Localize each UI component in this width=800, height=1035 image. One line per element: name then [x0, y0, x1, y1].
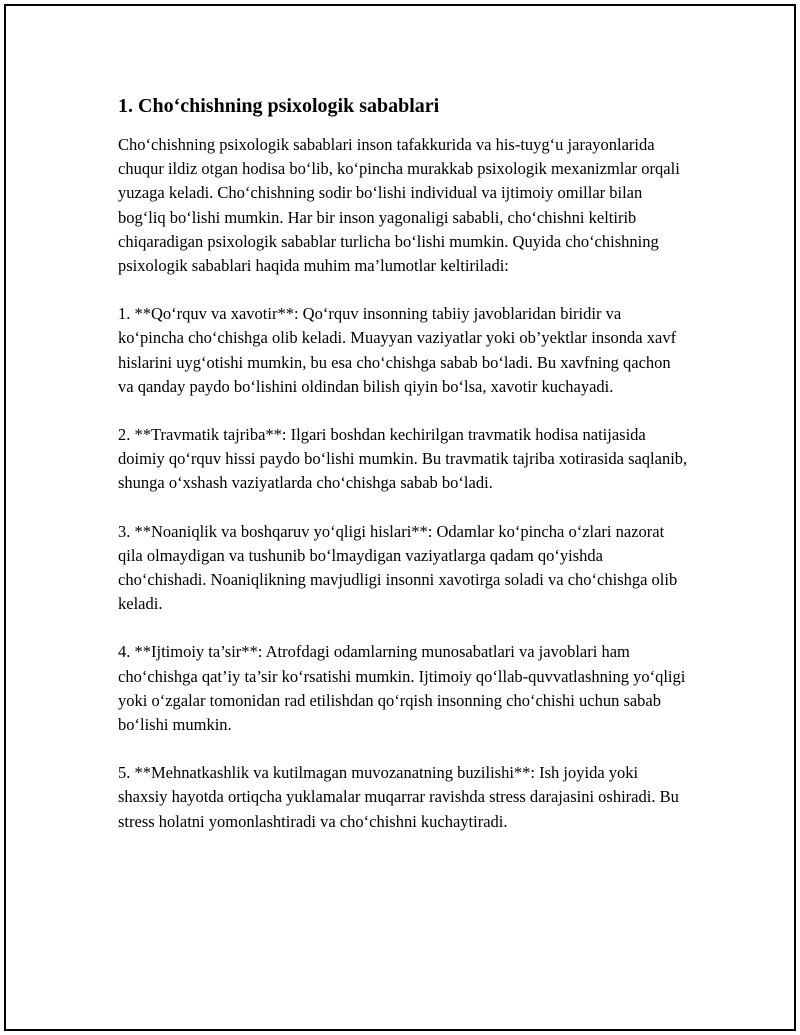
- list-item-social-influence: 4. **Ijtimoiy ta’sir**: Atrofdagi odamlarning munosabatlari va javoblari ham cho‘chishga qat’iy ta’sir ko‘rsatishi mumkin. Ijtimoiy qo‘llab-quvvatlashning yo‘qligi yoki o‘zgalar tomonidan rad etilishdan qo‘rqish insonning cho‘chishi uchun sabab bo‘lishi mumkin.: [118, 642, 686, 735]
- intro-paragraph: Cho‘chishning psixologik sabablari inson tafakkurida va his-tuyg‘u jarayonlarida chuqur ildiz otgan hodisa bo‘lib, ko‘pincha murakkab psixologik mexanizmlar orqali yuzaga keladi. Cho‘chishning sodir bo‘lishi individual va ijtimoiy omillar bilan bog‘liq bo‘lishi mumkin. Har bir inson yagonaligi sababli, cho‘chishni keltirib chiqaradigan psixologik sabablar turlicha bo‘lishi mumkin. Quyida cho‘chishning psixologik sabablari haqida muhim ma’lumotlar keltiriladi:: [118, 135, 680, 276]
- list-item-traumatic-experience: 2. **Travmatik tajriba**: Ilgari boshdan kechirilgan travmatik hodisa natijasida doimiy qo‘rquv hissi paydo bo‘lishi mumkin. Bu travmatik tajriba xotirasida saqlanib, shunga o‘xshash vaziyatlarda cho‘chishga sabab bo‘ladi.: [118, 425, 688, 493]
- section-heading: 1. Cho‘chishning psixologik sabablari: [118, 95, 440, 117]
- list-item-uncertainty: 3. **Noaniqlik va boshqaruv yo‘qligi hislari**: Odamlar ko‘pincha o‘zlari nazorat qila olmaydigan va tushunib bo‘lmaydigan vaziyatlarga qadam qo‘yishda cho‘chishadi. Noaniqlikning mavjudligi insonni xavotirga soladi va cho‘chishga olib keladi.: [118, 521, 678, 614]
- document-body: [118, 92, 688, 858]
- list-item-workload-stress: 5. **Mehnatkashlik va kutilmagan muvozanatning buzilishi**: Ish joyida yoki shaxsiy hayotda ortiqcha yuklamalar muqarrar ravishda stress darajasini oshiradi. Bu stress holatni yomonlashtiradi va cho‘chishni kuchaytiradi.: [118, 763, 679, 831]
- list-item-fear-anxiety: 1. **Qo‘rquv va xavotir**: Qo‘rquv insonning tabiiy javoblaridan biridir va ko‘pincha cho‘chishga olib keladi. Muayyan vaziyatlar yoki ob’yektlar insonda xavf hislarini uyg‘otishi mumkin, bu esa cho‘chishga sabab bo‘ladi. Bu xavfning qachon va qanday paydo bo‘lishini oldindan bilish qiyin bo‘lsa, xavotir kuchayadi.: [118, 304, 677, 396]
